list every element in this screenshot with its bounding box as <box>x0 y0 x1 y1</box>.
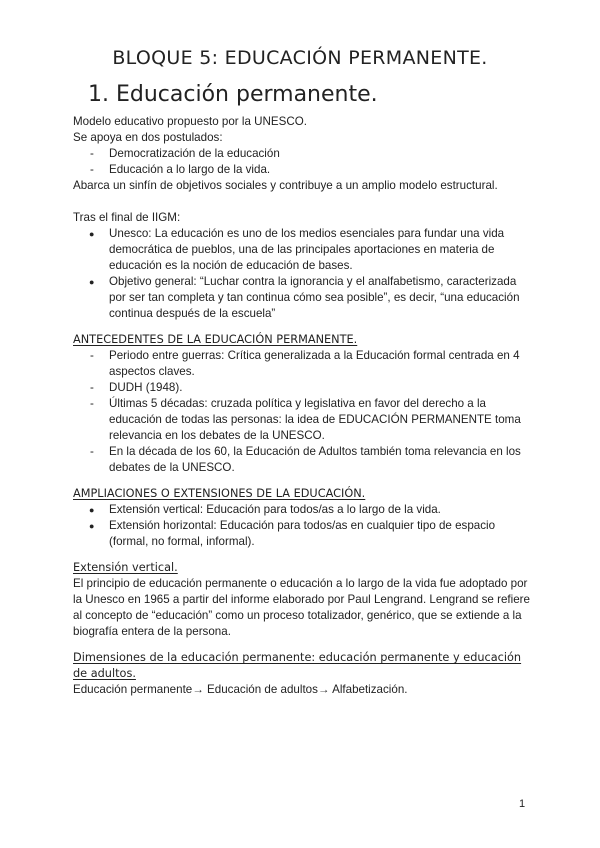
paragraph: Se apoya en dos postulados: <box>73 131 223 144</box>
paragraph: Abarca un sinfín de objetivos sociales y contribuye a un amplio modelo estructural. <box>73 179 498 192</box>
list-item: - DUDH (1948). <box>73 380 535 396</box>
section-heading-extension-vertical: Extensión vertical. <box>73 561 178 574</box>
paragraph: Tras el final de IIGM: <box>73 211 181 224</box>
ampliaciones-list <box>73 502 535 550</box>
section-heading-dimensiones: Dimensiones de la educación permanente: educación permanente y educación de adultos. <box>73 651 522 680</box>
list-item: - Últimas 5 décadas: cruzada política y legislativa en favor del derecho a la educación de todas las personas: la idea de EDUCACIÓN PERMANENTE toma relevancia en los debates de la UNESCO. <box>73 396 535 444</box>
document-title: BLOQUE 5: EDUCACIÓN PERMANENTE. <box>112 47 488 69</box>
list-item: - Periodo entre guerras: Crítica generalizada a la Educación formal centrada en 4 aspectos claves. <box>73 348 535 380</box>
list-item: ● Extensión vertical: Educación para todos/as a lo largo de la vida. <box>73 502 535 518</box>
section-heading-educacion-permanente: 1. Educación permanente. <box>88 82 378 107</box>
paragraph: Modelo educativo propuesto por la UNESCO. <box>73 115 307 128</box>
list-item: ● Unesco: La educación es uno de los medios esenciales para fundar una vida democrática de pueblos, una de las principales aportaciones en materia de educación es la noción de educación de bases. <box>73 226 535 274</box>
section-heading-antecedentes: ANTECEDENTES DE LA EDUCACIÓN PERMANENTE. <box>73 333 358 346</box>
list-item: - En la década de los 60, la Educación de Adultos también toma relevancia en los debates de la UNESCO. <box>73 444 535 476</box>
antecedentes-list <box>73 348 535 476</box>
list-item: ● Objetivo general: “Luchar contra la ignorancia y el analfabetismo, caracterizada por ser tan completa y tan continua cómo sea posible”, es decir, “una educación continua después de la escuela” <box>73 274 535 322</box>
document-body <box>73 114 535 698</box>
iigm-list <box>73 226 535 322</box>
list-item: ● Extensión horizontal: Educación para todos/as en cualquier tipo de espacio (formal, no formal, informal). <box>73 518 535 550</box>
paragraph: El principio de educación permanente o educación a lo largo de la vida fue adoptado por la Unesco en 1965 a partir del informe elaborado por Paul Lengrand. Lengrand se refiere al concepto de “educación” como un proceso totalizador, genérico, que se extiende a la biografía entera de la persona. <box>73 577 530 638</box>
page-number: 1 <box>519 798 526 810</box>
section-heading-ampliaciones: AMPLIACIONES O EXTENSIONES DE LA EDUCACIÓN. <box>73 487 366 500</box>
list-item: - Educación a lo largo de la vida. <box>73 162 535 178</box>
list-item: - Democratización de la educación <box>73 146 535 162</box>
postulados-list <box>73 146 535 178</box>
paragraph: Educación permanente→ Educación de adultos→ Alfabetización. <box>73 683 408 696</box>
